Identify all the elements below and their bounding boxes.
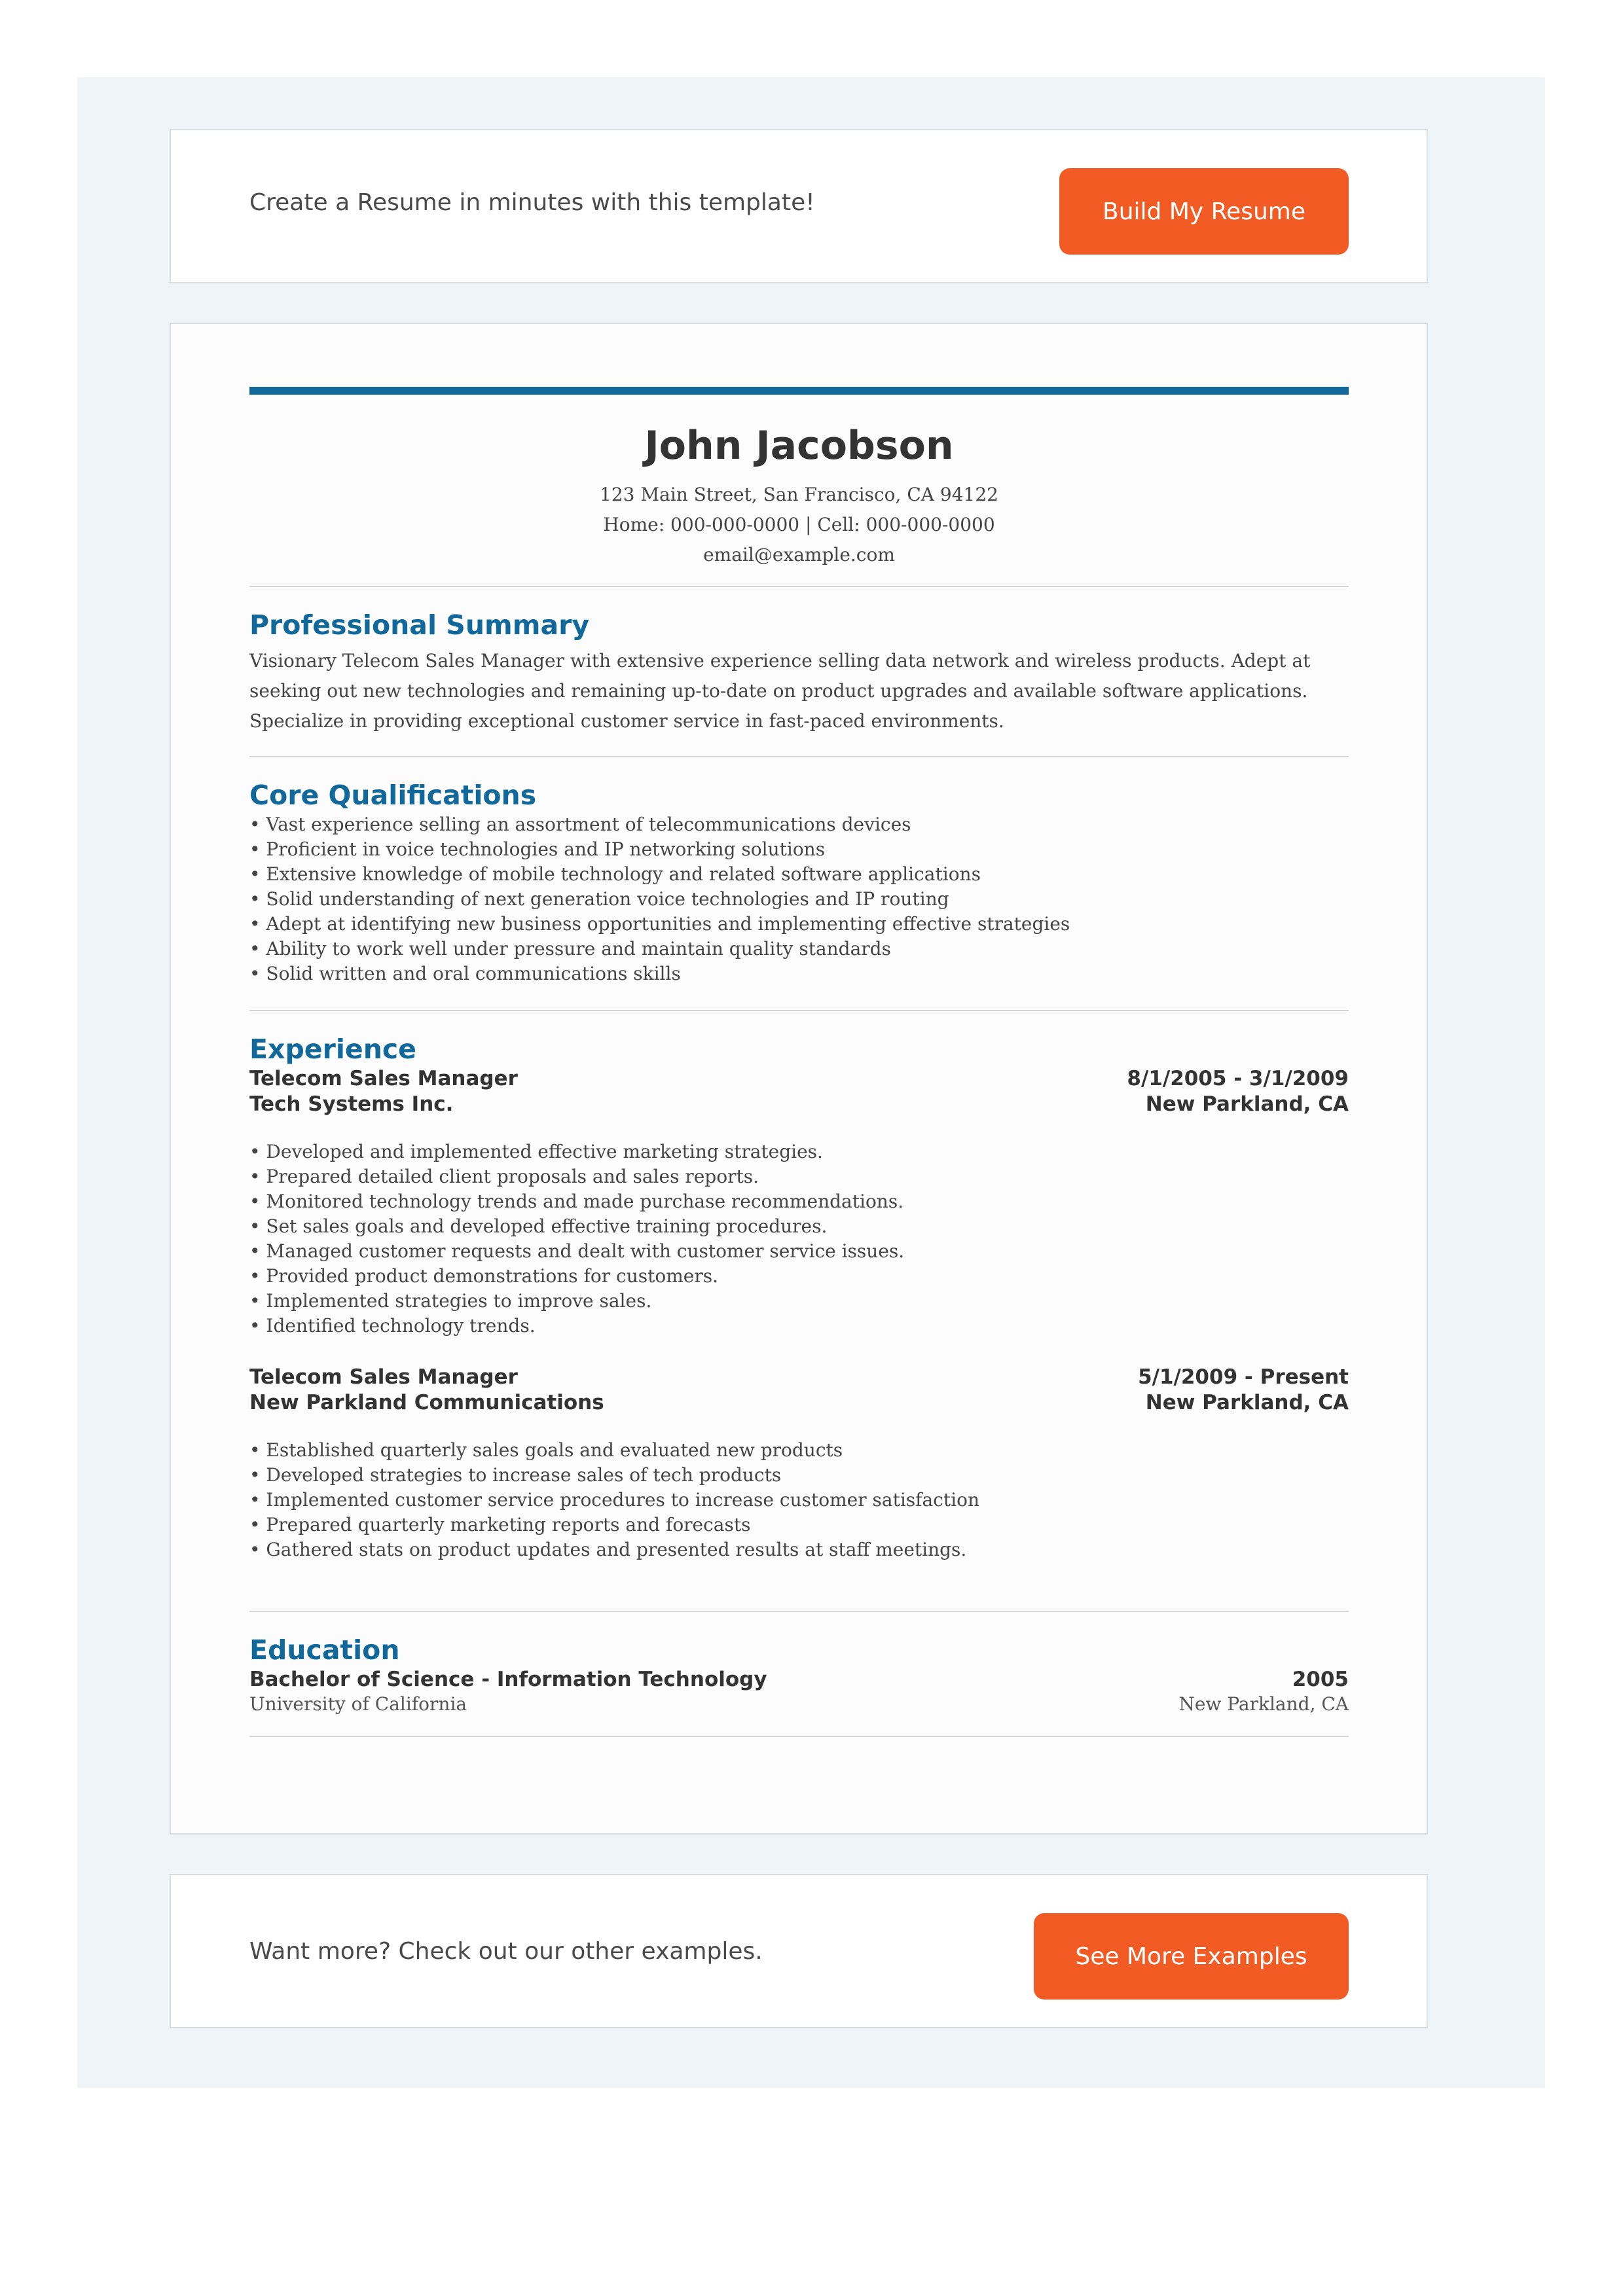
list-item: • Prepared quarterly marketing reports and forecasts (249, 1513, 1349, 1537)
job-header (249, 1066, 1349, 1117)
contact-address: 123 Main Street, San Francisco, CA 94122 (600, 484, 998, 505)
school-location: New Parkland, CA (1178, 1693, 1349, 1715)
job-dates: 5/1/2009 - Present (1138, 1365, 1349, 1389)
see-more-examples-button[interactable]: See More Examples (1034, 1913, 1349, 2000)
job-location: New Parkland, CA (1145, 1092, 1349, 1116)
list-item: • Implemented customer service procedures to increase customer satisfaction (249, 1488, 1349, 1513)
contact-email: email@example.com (703, 544, 895, 565)
job-duties-list (249, 1139, 1349, 1338)
contact-phones: Home: 000-000-0000 | Cell: 000-000-0000 (603, 514, 995, 535)
job-duties-list (249, 1438, 1349, 1562)
build-my-resume-button[interactable]: Build My Resume (1059, 168, 1349, 255)
promo-text: Want more? Check out our other examples. (249, 1938, 763, 1965)
list-item: • Established quarterly sales goals and evaluated new products (249, 1438, 1349, 1463)
list-item: • Developed and implemented effective marketing strategies. (249, 1139, 1349, 1164)
list-item: • Prepared detailed client proposals and sales reports. (249, 1164, 1349, 1189)
list-item: • Identified technology trends. (249, 1314, 1349, 1338)
section-title-experience: Experience (249, 1033, 416, 1065)
section-divider (249, 586, 1349, 587)
list-item: • Vast experience selling an assortment of telecommunications devices (249, 812, 1349, 837)
resume-document (249, 387, 1349, 1737)
summary-text: Visionary Telecom Sales Manager with extensive experience selling data network and wireless products. Adept at seeking out new technologies and remaining up-to-date on product upgrades and available software applications. Specialize in providing exceptional customer service in fast-paced environments. (249, 650, 1311, 732)
job-title: Telecom Sales Manager (249, 1365, 518, 1389)
list-item: • Set sales goals and developed effective training procedures. (249, 1214, 1349, 1239)
list-item: • Provided product demonstrations for customers. (249, 1264, 1349, 1289)
section-divider (249, 1736, 1349, 1737)
resume-card (170, 323, 1428, 1835)
section-title-education: Education (249, 1634, 400, 1666)
section-title-summary: Professional Summary (249, 609, 590, 641)
list-item: • Solid understanding of next generation voice technologies and IP routing (249, 887, 1349, 912)
candidate-name: John Jacobson (644, 423, 954, 469)
list-item: • Proficient in voice technologies and IP networking solutions (249, 837, 1349, 862)
qualifications-list (249, 812, 1349, 986)
page-background (77, 77, 1545, 2088)
job-company: New Parkland Communications (249, 1391, 604, 1414)
education-details (249, 1693, 1349, 1716)
section-title-qualifications: Core Qualifications (249, 780, 537, 811)
section-divider (249, 1010, 1349, 1011)
list-item: • Adept at identifying new business opportunities and implementing effective strategies (249, 912, 1349, 937)
promo-banner-bottom (170, 1874, 1428, 2028)
list-item: • Extensive knowledge of mobile technology and related software applications (249, 862, 1349, 887)
section-divider (249, 1611, 1349, 1612)
education-header (249, 1667, 1349, 1693)
job-location: New Parkland, CA (1145, 1391, 1349, 1414)
section-divider (249, 756, 1349, 757)
header-accent-rule (249, 387, 1349, 395)
graduation-year: 2005 (1292, 1668, 1349, 1691)
promo-text: Create a Resume in minutes with this template! (249, 189, 815, 216)
school-name: University of California (249, 1693, 467, 1715)
contact-info (249, 480, 1349, 570)
list-item: • Implemented strategies to improve sales. (249, 1289, 1349, 1314)
promo-banner-top (170, 129, 1428, 283)
list-item: • Monitored technology trends and made purchase recommendations. (249, 1189, 1349, 1214)
job-header (249, 1365, 1349, 1416)
job-dates: 8/1/2005 - 3/1/2009 (1127, 1067, 1349, 1090)
list-item: • Solid written and oral communications skills (249, 961, 1349, 986)
degree: Bachelor of Science - Information Technology (249, 1668, 767, 1691)
job-title: Telecom Sales Manager (249, 1067, 518, 1090)
list-item: • Managed customer requests and dealt with customer service issues. (249, 1239, 1349, 1264)
list-item: • Developed strategies to increase sales of tech products (249, 1463, 1349, 1488)
list-item: • Ability to work well under pressure and maintain quality standards (249, 937, 1349, 961)
list-item: • Gathered stats on product updates and presented results at staff meetings. (249, 1537, 1349, 1562)
job-company: Tech Systems Inc. (249, 1092, 454, 1116)
